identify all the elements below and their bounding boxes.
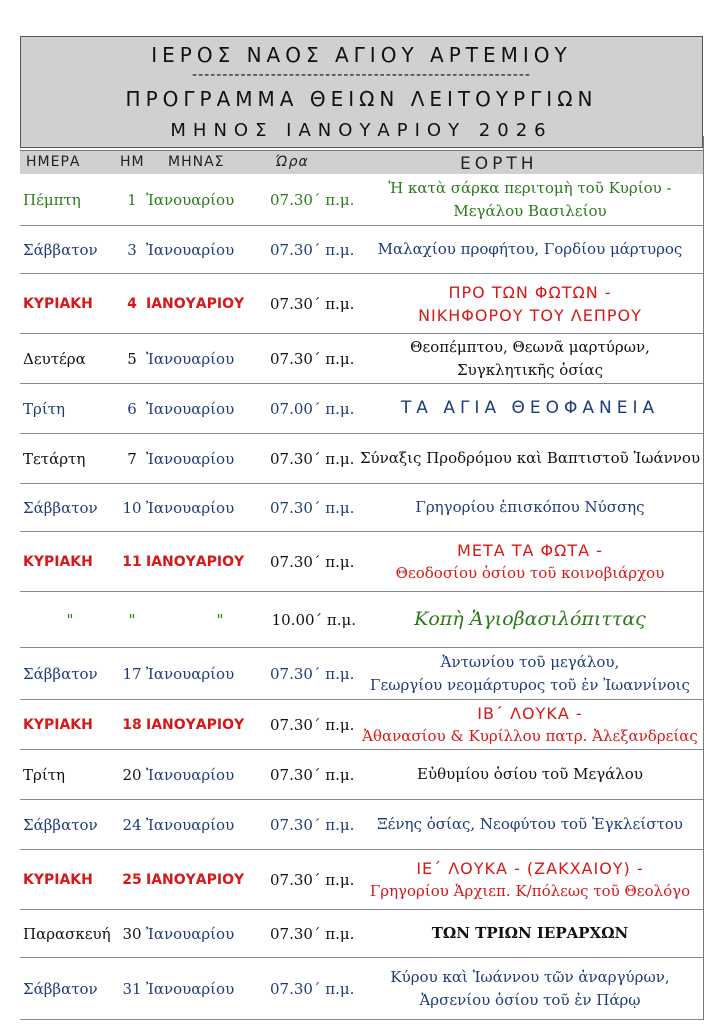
feast-line: Εὐθυμίου ὁσίου τοῦ Μεγάλου bbox=[417, 765, 643, 783]
feast-cell bbox=[357, 434, 703, 483]
col-num: ΗΜ bbox=[120, 154, 145, 170]
feast-cell bbox=[357, 750, 703, 799]
feast-line: ΙΒ΄ ΛΟΥΚΑ - bbox=[477, 703, 583, 723]
time-cell: 07.30΄ π.μ. bbox=[270, 979, 355, 998]
feast-line: ΤΑ ΑΓΙΑ ΘΕΟΦΑΝΕΙΑ bbox=[400, 398, 660, 418]
day-cell: Σάββατον bbox=[23, 979, 98, 998]
date-cell: 17 bbox=[122, 664, 142, 683]
month-cell: Ἰανουαρίου bbox=[146, 815, 235, 834]
month-cell: Ἰανουαρίου bbox=[146, 399, 235, 418]
day-cell: Τρίτη bbox=[23, 399, 65, 418]
feast-cell bbox=[357, 800, 703, 849]
day-cell: ΚΥΡΙΑΚΗ bbox=[23, 553, 93, 570]
day-cell: ΚΥΡΙΑΚΗ bbox=[23, 295, 93, 312]
time-cell: 07.30΄ π.μ. bbox=[270, 765, 355, 784]
date-cell: 31 bbox=[122, 979, 142, 998]
time-cell: 07.30΄ π.μ. bbox=[270, 449, 355, 468]
church-name: ΙΕΡΟΣ ΝΑΟΣ ΑΓΙΟΥ ΑΡΤΕΜΙΟΥ bbox=[151, 43, 572, 67]
schedule-row bbox=[20, 384, 703, 434]
month-cell: Ἰανουαρίου bbox=[146, 190, 235, 209]
feast-line: Γεωργίου νεομάρτυρος τοῦ ἐν Ἰωαννίνοις bbox=[370, 675, 690, 694]
date-cell: 18 bbox=[122, 716, 142, 733]
time-cell: 07.30΄ π.μ. bbox=[270, 498, 355, 517]
title-banner bbox=[20, 36, 703, 148]
feast-line: ΤΩΝ ΤΡΙΩΝ ΙΕΡΑΡΧΩΝ bbox=[431, 924, 629, 942]
month-cell: Ἰανουαρίου bbox=[146, 664, 235, 683]
date-cell: 3 bbox=[127, 240, 137, 259]
time-cell: 07.30΄ π.μ. bbox=[270, 664, 355, 683]
feast-cell bbox=[357, 648, 703, 699]
date-cell: " bbox=[128, 610, 136, 629]
feast-line: ΙΕ΄ ΛΟΥΚΑ - (ΖΑΚΧΑΙΟΥ) - bbox=[416, 858, 644, 878]
col-time: Ώρα bbox=[275, 154, 309, 170]
schedule-row bbox=[20, 434, 703, 484]
col-feast: ΕΟΡΤΗ bbox=[460, 154, 538, 174]
day-cell: Σάββατον bbox=[23, 664, 98, 683]
month-cell: Ἰανουαρίου bbox=[146, 924, 235, 943]
schedule-row bbox=[20, 958, 703, 1020]
day-cell: ΚΥΡΙΑΚΗ bbox=[23, 871, 93, 888]
time-cell: 10.00΄ π.μ. bbox=[271, 610, 356, 629]
schedule-row bbox=[20, 532, 703, 592]
feast-line: Γρηγορίου ἐπισκόπου Νύσσης bbox=[415, 498, 645, 516]
feast-cell bbox=[357, 592, 703, 647]
schedule-row bbox=[20, 750, 703, 800]
divider-dashes: -------------------------------------------------------- bbox=[192, 67, 531, 83]
month-cell: ΙΑΝΟΥΑΡΙΟΥ bbox=[146, 295, 245, 312]
col-day: ΗΜΕΡΑ bbox=[26, 154, 81, 170]
feast-cell bbox=[357, 532, 703, 591]
month-cell: ΙΑΝΟΥΑΡΙΟΥ bbox=[146, 553, 245, 570]
month-cell: Ἰανουαρίου bbox=[146, 349, 235, 368]
date-cell: 10 bbox=[122, 498, 142, 517]
feast-line: Μεγάλου Βασιλείου bbox=[453, 201, 607, 220]
feast-cell bbox=[357, 274, 703, 333]
day-cell: ΚΥΡΙΑΚΗ bbox=[23, 716, 93, 733]
feast-line: Θεοπέμπτου, Θεωνᾶ μαρτύρων, bbox=[410, 337, 650, 356]
time-cell: 07.30΄ π.μ. bbox=[270, 349, 355, 368]
schedule-row bbox=[20, 648, 703, 700]
month-cell: ΙΑΝΟΥΑΡΙΟΥ bbox=[146, 716, 245, 733]
date-cell: 25 bbox=[122, 871, 142, 888]
date-cell: 1 bbox=[127, 190, 137, 209]
table-right-border bbox=[703, 136, 704, 1020]
schedule-row bbox=[20, 174, 703, 226]
date-cell: 7 bbox=[127, 449, 137, 468]
col-month: ΜΗΝΑΣ bbox=[168, 154, 225, 170]
day-cell: Τρίτη bbox=[23, 765, 65, 784]
date-cell: 4 bbox=[127, 295, 137, 312]
day-cell: " bbox=[66, 610, 74, 629]
feast-cell bbox=[357, 174, 703, 225]
schedule-title: ΠΡΟΓΡΑΜΜΑ ΘΕΙΩΝ ΛΕΙΤΟΥΡΓΙΩΝ bbox=[125, 87, 598, 111]
day-cell: Παρασκευή bbox=[23, 924, 111, 943]
schedule-row bbox=[20, 800, 703, 850]
feast-line: Κύρου καὶ Ἰωάννου τῶν ἀναργύρων, bbox=[390, 967, 670, 986]
time-cell: 07.00΄ π.μ. bbox=[270, 399, 355, 418]
feast-line: Σύναξις Προδρόμου καὶ Βαπτιστοῦ Ἰωάννου bbox=[359, 449, 701, 467]
schedule-row bbox=[20, 274, 703, 334]
month-cell: Ἰανουαρίου bbox=[146, 240, 235, 259]
schedule-row bbox=[20, 592, 703, 648]
feast-cell bbox=[357, 700, 703, 749]
date-cell: 20 bbox=[122, 765, 142, 784]
month-cell: Ἰανουαρίου bbox=[146, 449, 235, 468]
feast-line: Κοπὴ Ἁγιοβασιλόπιττας bbox=[414, 608, 646, 630]
time-cell: 07.30΄ π.μ. bbox=[270, 552, 355, 571]
feast-cell bbox=[357, 384, 703, 433]
month-cell: " bbox=[216, 610, 224, 629]
time-cell: 07.30΄ π.μ. bbox=[270, 870, 355, 889]
month-title: ΜΗΝΟΣ ΙΑΝΟΥΑΡΙΟΥ 2026 bbox=[170, 120, 553, 141]
date-cell: 30 bbox=[122, 924, 142, 943]
feast-cell bbox=[357, 334, 703, 383]
month-cell: Ἰανουαρίου bbox=[146, 498, 235, 517]
date-cell: 6 bbox=[127, 399, 137, 418]
time-cell: 07.30΄ π.μ. bbox=[270, 924, 355, 943]
feast-cell bbox=[357, 226, 703, 273]
day-cell: Δευτέρα bbox=[23, 349, 86, 368]
feast-cell bbox=[357, 910, 703, 957]
time-cell: 07.30΄ π.μ. bbox=[270, 190, 355, 209]
time-cell: 07.30΄ π.μ. bbox=[270, 294, 355, 313]
schedule-row bbox=[20, 484, 703, 532]
feast-line: Συγκλητικῆς ὁσίας bbox=[457, 360, 603, 379]
schedule-row bbox=[20, 910, 703, 958]
schedule-row bbox=[20, 226, 703, 274]
schedule-row bbox=[20, 334, 703, 384]
schedule-row bbox=[20, 700, 703, 750]
feast-line: ΠΡΟ ΤΩΝ ΦΩΤΩΝ - bbox=[448, 282, 612, 302]
feast-cell bbox=[357, 484, 703, 531]
feast-line: Ἡ κατὰ σάρκα περιτομὴ τοῦ Κυρίου - bbox=[388, 178, 672, 197]
column-header-row bbox=[20, 150, 703, 174]
day-cell: Σάββατον bbox=[23, 240, 98, 259]
feast-line: Ξένης ὁσίας, Νεοφύτου τοῦ Ἐγκλείστου bbox=[377, 815, 683, 833]
feast-cell bbox=[357, 850, 703, 909]
date-cell: 5 bbox=[127, 349, 137, 368]
day-cell: Πέμπτη bbox=[23, 190, 81, 209]
feast-line: Μαλαχίου προφήτου, Γορδίου μάρτυρος bbox=[377, 240, 683, 258]
time-cell: 07.30΄ π.μ. bbox=[270, 240, 355, 259]
time-cell: 07.30΄ π.μ. bbox=[270, 815, 355, 834]
feast-line: Ἀντωνίου τοῦ μεγάλου, bbox=[440, 652, 620, 671]
feast-line: Γρηγορίου Ἀρχιεπ. Κ/πόλεως τοῦ Θεολόγο bbox=[369, 881, 691, 900]
feast-line: ΜΕΤΑ ΤΑ ΦΩΤΑ - bbox=[457, 540, 603, 560]
day-cell: Τετάρτη bbox=[23, 449, 86, 468]
month-cell: Ἰανουαρίου bbox=[146, 979, 235, 998]
feast-line: Θεοδοσίου ὁσίου τοῦ κοινοβιάρχου bbox=[395, 563, 665, 582]
feast-line: Ἀθανασίου & Κυρίλλου πατρ. Ἀλεξανδρείας bbox=[362, 726, 698, 745]
month-cell: ΙΑΝΟΥΑΡΙΟΥ bbox=[146, 871, 245, 888]
date-cell: 24 bbox=[122, 815, 142, 834]
month-cell: Ἰανουαρίου bbox=[146, 765, 235, 784]
schedule-row bbox=[20, 850, 703, 910]
day-cell: Σάββατον bbox=[23, 815, 98, 834]
feast-line: Ἀρσενίου ὁσίου τοῦ ἐν Πάρῳ bbox=[419, 990, 641, 1009]
feast-cell bbox=[357, 958, 703, 1019]
date-cell: 11 bbox=[122, 553, 142, 570]
feast-line: ΝΙΚΗΦΟΡΟΥ ΤΟΥ ΛΕΠΡΟΥ bbox=[418, 305, 642, 325]
day-cell: Σάββατον bbox=[23, 498, 98, 517]
time-cell: 07.30΄ π.μ. bbox=[270, 715, 355, 734]
